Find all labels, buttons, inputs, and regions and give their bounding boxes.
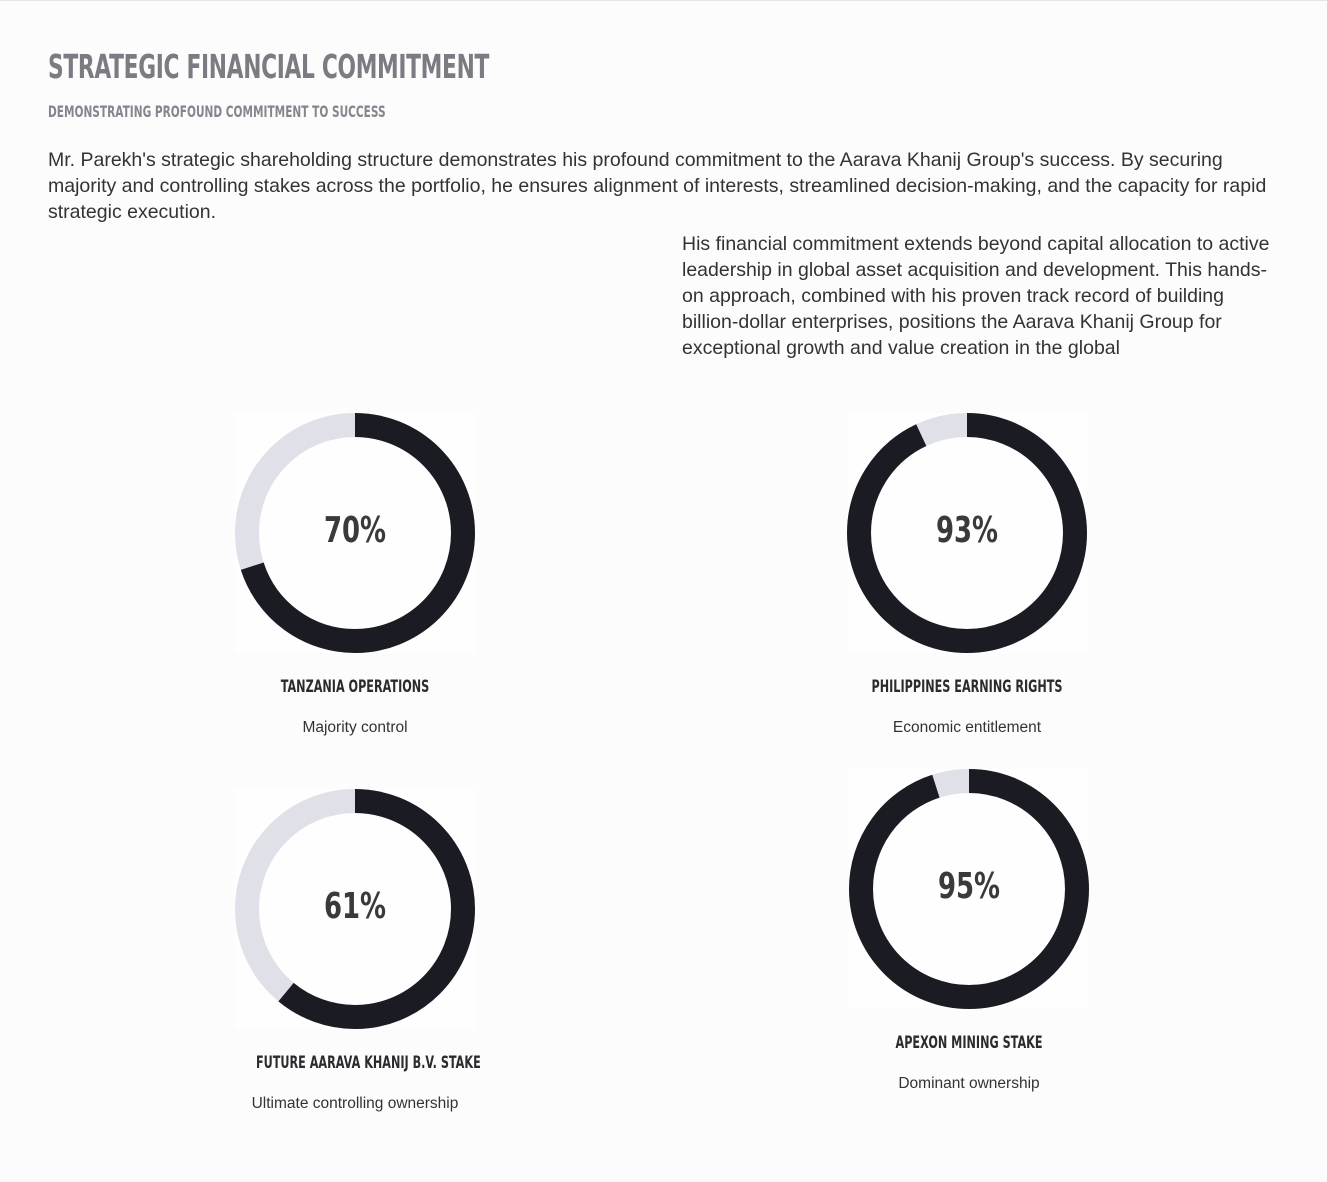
donut-percent-label: 61% [323, 886, 387, 927]
stat-card-tanzania [205, 413, 505, 737]
page-title: STRATEGIC FINANCIAL COMMITMENT [48, 47, 490, 86]
stat-description: Dominant ownership [898, 1075, 1040, 1092]
stat-card-apexon [819, 769, 1119, 1093]
stat-description: Ultimate controlling ownership [251, 1095, 459, 1112]
donut-chart-apexon [849, 769, 1089, 1009]
detail-paragraph: His financial commitment extends beyond capital allocation to active leadership in global asset acquisition and development. This hands-on approach, combined with his proven track record of building billion-dollar enterprises, positions the Aarava Khanij Group for exceptional growth and value creation in the global [682, 233, 1270, 359]
donut-chart-philippines [847, 413, 1087, 653]
page-subtitle: DEMONSTRATING PROFOUND COMMITMENT TO SUCCESS [48, 102, 386, 121]
donut-chart-future-bv [235, 789, 475, 1029]
stat-title: FUTURE AARAVA KHANIJ B.V. STAKE [256, 1053, 481, 1073]
donut-percent-label: 93% [935, 510, 999, 551]
intro-paragraph: Mr. Parekh's strategic shareholding structure demonstrates his profound commitment to the Aarava Khanij Group's success. By securing majority and controlling stakes across the portfolio, he ensures alignment of interests, streamlined decision-making, and the capacity for rapid strategic execution. [48, 149, 1267, 223]
donut-chart-tanzania [235, 413, 475, 653]
stat-description: Economic entitlement [892, 719, 1042, 736]
stat-card-future-bv [205, 789, 505, 1113]
donut-percent-label: 95% [937, 866, 1001, 907]
stat-card-philippines [817, 413, 1117, 737]
stat-title: TANZANIA OPERATIONS [280, 677, 430, 697]
stat-title: APEXON MINING STAKE [895, 1033, 1043, 1053]
stat-title: PHILIPPINES EARNING RIGHTS [871, 677, 1063, 697]
donut-percent-label: 70% [323, 510, 387, 551]
top-divider [0, 0, 1327, 1]
stat-description: Majority control [302, 719, 408, 736]
